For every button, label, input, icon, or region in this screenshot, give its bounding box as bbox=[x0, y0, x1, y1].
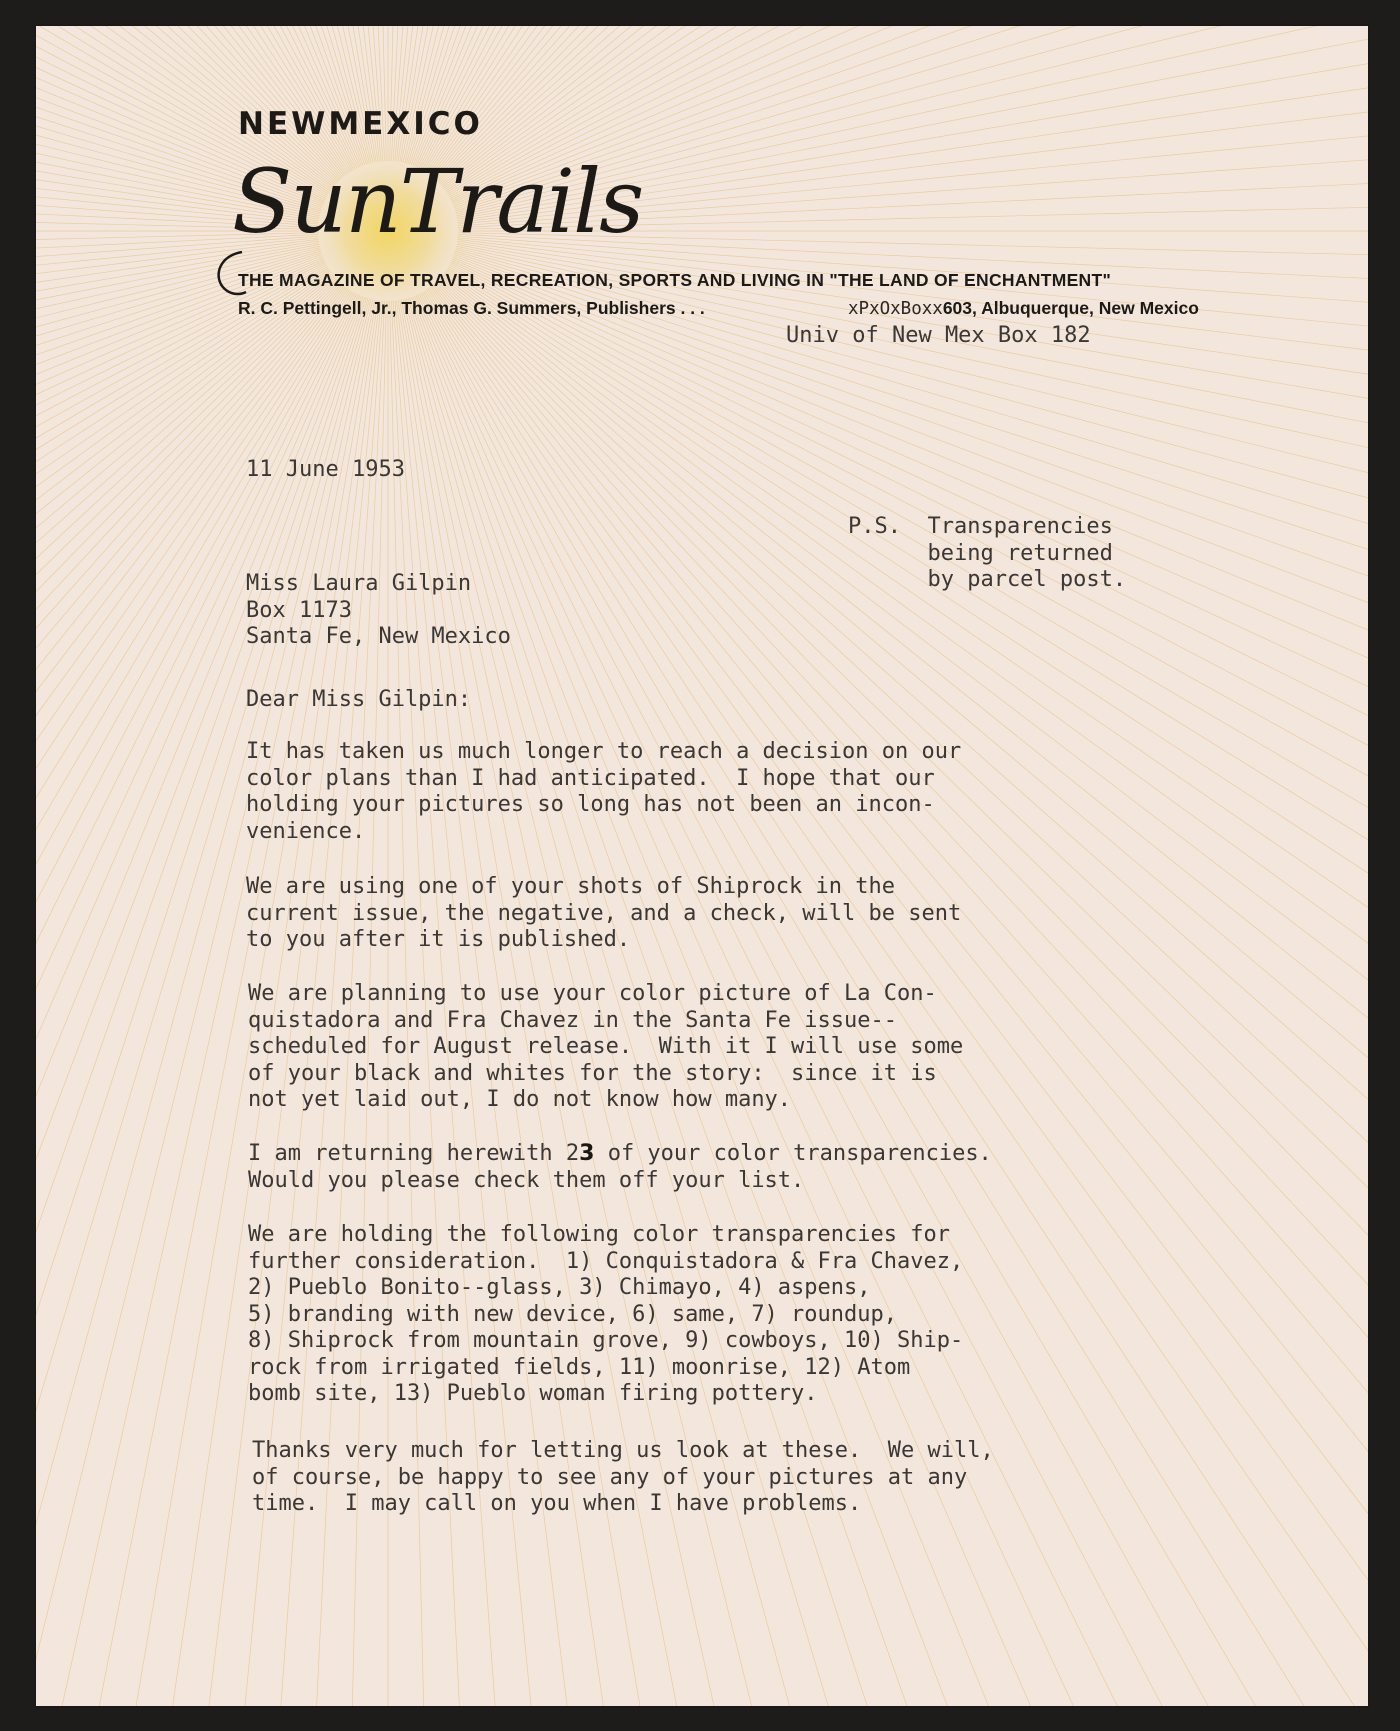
paragraph-3 bbox=[248, 981, 963, 1114]
text-line: venience. bbox=[246, 818, 366, 844]
recipient-line: Santa Fe, New Mexico bbox=[246, 624, 511, 649]
recipient-line: Miss Laura Gilpin bbox=[246, 571, 472, 596]
paragraph-1 bbox=[246, 739, 961, 845]
text-line: of your black and whites for the story: since it is bbox=[248, 1060, 937, 1086]
postscript bbox=[848, 514, 1126, 594]
text-line: not yet laid out, I do not know how many. bbox=[248, 1087, 792, 1112]
text-line: 5) branding with new device, 6) same, 7) roundup, bbox=[248, 1301, 898, 1327]
brand-logo-script: SunTrails bbox=[232, 150, 643, 253]
address-city: 603, Albuquerque, New Mexico bbox=[942, 298, 1199, 318]
typed-address-correction: Univ of New Mex Box 182 bbox=[786, 323, 1091, 348]
text-line: I am returning herewith 23 of your color transparencies. bbox=[248, 1141, 992, 1166]
paragraph-5 bbox=[248, 1222, 963, 1408]
struck-out-box-number: xPxOxBoxx bbox=[848, 299, 943, 319]
text-line: It has taken us much longer to reach a decision on our bbox=[246, 739, 962, 764]
paragraph-4 bbox=[248, 1141, 992, 1194]
text-line: We are using one of your shots of Shiprock in the bbox=[246, 874, 896, 899]
letterhead-address bbox=[848, 298, 1199, 319]
ps-line: by parcel post. bbox=[848, 567, 1127, 592]
text-line: to you after it is published. bbox=[246, 927, 631, 952]
paragraph-6 bbox=[252, 1438, 994, 1518]
text-line: bomb site, 13) Pueblo woman firing pottery. bbox=[248, 1381, 818, 1406]
text-line: 8) Shiprock from mountain grove, 9) cowboys, 10) Ship- bbox=[248, 1328, 964, 1353]
text-line: quistadora and Fra Chavez in the Santa Fe issue-- bbox=[248, 1007, 898, 1033]
text-line: 2) Pueblo Bonito--glass, 3) Chimayo, 4) aspens, bbox=[248, 1275, 871, 1300]
salutation: Dear Miss Gilpin: bbox=[246, 687, 472, 712]
paragraph-2 bbox=[246, 874, 961, 954]
text-line: We are holding the following color transparencies for bbox=[248, 1222, 950, 1247]
brand-title: NEWMEXICO bbox=[238, 106, 483, 142]
text-line: current issue, the negative, and a check, will be sent bbox=[246, 900, 962, 926]
letterhead-tagline: THE MAGAZINE OF TRAVEL, RECREATION, SPORTS AND LIVING IN "THE LAND OF ENCHANTMENT" bbox=[238, 270, 1112, 290]
text-line: We are planning to use your color picture of La Con- bbox=[248, 981, 937, 1006]
letter-sheet bbox=[36, 26, 1368, 1706]
text-line: rock from irrigated fields, 11) moonrise, 12) Atom bbox=[248, 1354, 911, 1380]
text-line: time. I may call on you when I have problems. bbox=[252, 1491, 862, 1516]
letterhead-publishers: R. C. Pettingell, Jr., Thomas G. Summers, Publishers . . . bbox=[238, 298, 705, 318]
ps-line: P.S. Transparencies bbox=[848, 514, 1113, 539]
text-line: holding your pictures so long has not been an incon- bbox=[246, 792, 935, 817]
recipient-address bbox=[246, 571, 511, 651]
text-line: color plans than I had anticipated. I hope that our bbox=[246, 765, 935, 791]
ps-line: being returned bbox=[848, 540, 1113, 566]
handwritten-number: 3 bbox=[579, 1141, 595, 1166]
letterhead bbox=[36, 26, 1368, 356]
text-line: of course, be happy to see any of your pictures at any bbox=[252, 1464, 968, 1490]
text-line: Would you please check them off your list. bbox=[248, 1167, 805, 1193]
letter-date: 11 June 1953 bbox=[246, 457, 405, 482]
text-line: Thanks very much for letting us look at these. We will, bbox=[252, 1438, 994, 1463]
recipient-line: Box 1173 bbox=[246, 597, 352, 623]
text-line: scheduled for August release. With it I will use some bbox=[248, 1034, 964, 1059]
text-line: further consideration. 1) Conquistadora & Fra Chavez, bbox=[248, 1248, 964, 1274]
